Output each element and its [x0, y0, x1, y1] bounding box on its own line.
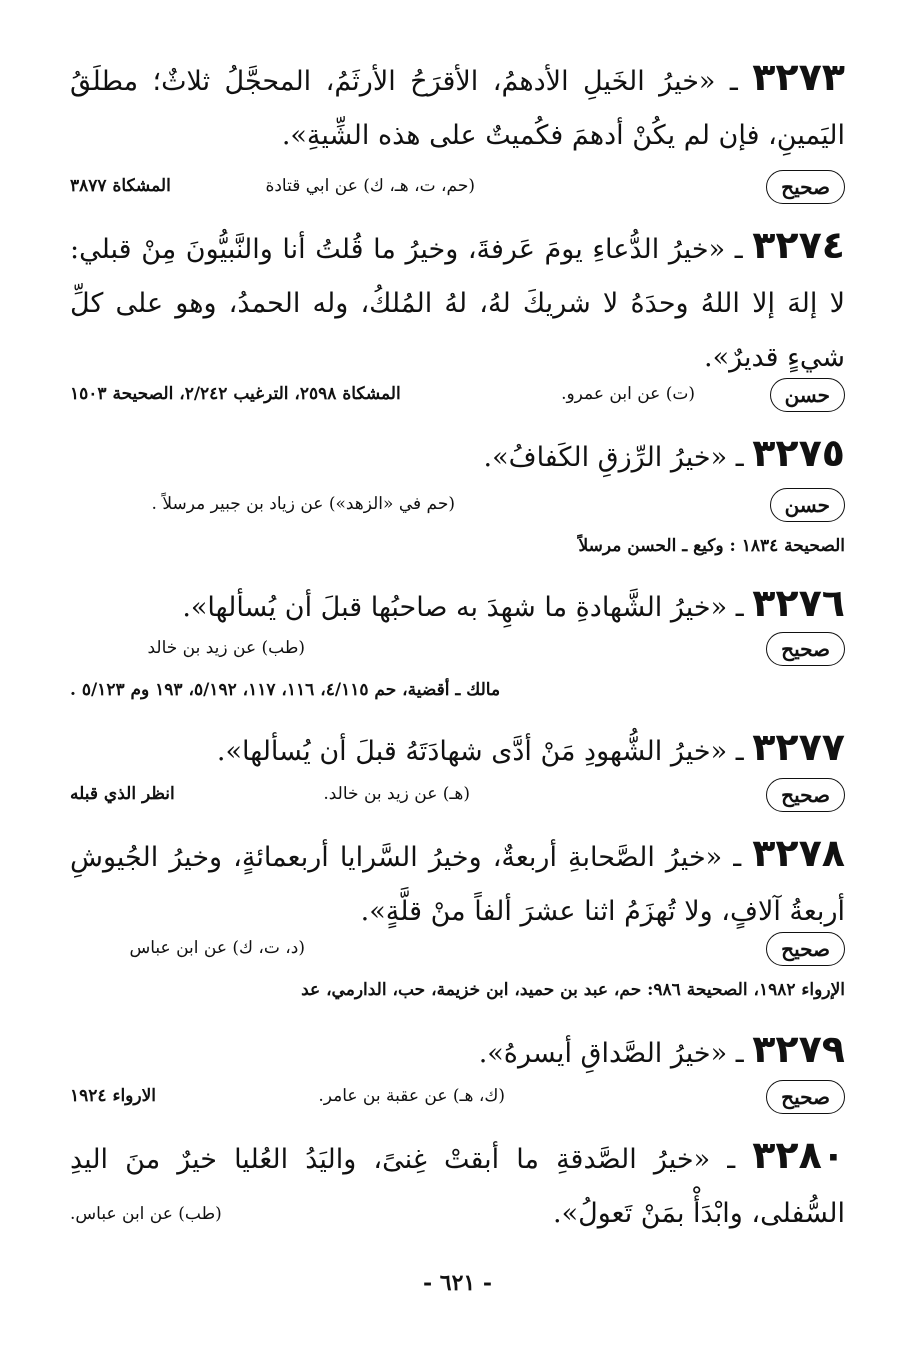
cross-reference: المشكاة ٢٥٩٨، الترغيب ٢/٢٤٢، الصحيحة ١٥٠٣	[70, 384, 401, 404]
hadith-text: «خيرُ الدُّعاءِ يومَ عَرفةَ، وخيرُ ما قُلتُ أنا والنَّبيُّونَ مِنْ قبلي: لا إلهَ إلا اللهُ وحدَهُ لا شريكَ لهُ، لهُ المُلكُ، وله الحمدُ، وهو على كلِّ شيءٍ قديرٌ».	[70, 234, 845, 373]
cross-reference: المشكاة ٣٨٧٧	[70, 176, 171, 196]
additional-references: مالك ـ أقضية، حم ٤/١١٥، ١١٦، ١١٧، ٥/١٩٢، ١٩٣ وم ٥/١٢٣ .	[70, 680, 501, 700]
reference-line	[70, 1198, 845, 1238]
hadith-number: ٣٢٧٩	[752, 1027, 845, 1071]
additional-references: الإرواء ١٩٨٢، الصحيحة ٩٨٦: حم، عبد بن حميد، ابن خزيمة، حب، الدارمي، عد	[301, 980, 845, 1000]
hadith-entry: ٣٢٧٨ ـ «خيرُ الصَّحابةِ أربعةٌ، وخيرُ السَّرايا أربعمائةٍ، وخيرُ الجُيوشِ أربعةُ آلافٍ، ولا تُهزَمُ اثنا عشرَ ألفاً منْ قلَّةٍ».	[70, 831, 845, 927]
hadith-entry: ٣٢٧٥ ـ «خيرُ الرِّزقِ الكَفافُ».	[483, 431, 845, 475]
hadith-number: ٣٢٨٠	[752, 1133, 845, 1177]
reference-line	[70, 1080, 845, 1120]
source-citation: (ت) عن ابن عمرو.	[561, 384, 695, 404]
hadith-entry: ٣٢٧٦ ـ «خيرُ الشَّهادةِ ما شهِدَ به صاحبُها قبلَ أن يُسألها».	[182, 581, 845, 625]
page-number: - ٦٢١ -	[422, 1270, 493, 1296]
source-citation: (د، ت، ك) عن ابن عباس	[129, 938, 305, 958]
grade-badge: صحيح	[766, 778, 845, 812]
hadith-entry: ٣٢٧٧ ـ «خيرُ الشُّهودِ مَنْ أدَّى شهادَتَهُ قبلَ أن يُسألها».	[216, 725, 845, 769]
hadith-number: ٣٢٧٥	[752, 431, 845, 475]
hadith-entry: ٣٢٧٣ ـ «خيرُ الخَيلِ الأدهمُ، الأقرَحُ الأرثَمُ، المحجَّلُ ثلاثٌ؛ مطلَقُ اليَمينِ، فإن لم يكُنْ أدهمَ فكُميتٌ على هذه الشِّيةِ».	[70, 55, 845, 151]
source-citation: (حم في «الزهد») عن زياد بن جبير مرسلاً .	[151, 494, 455, 514]
hadith-text: «خيرُ الرِّزقِ الكَفافُ».	[483, 442, 728, 473]
grade-badge: حسن	[770, 488, 845, 522]
hadith-number: ٣٢٧٦	[752, 581, 845, 625]
grade-badge: حسن	[770, 378, 845, 412]
hadith-entry: ٣٢٧٩ ـ «خيرُ الصَّداقِ أيسرهُ».	[478, 1027, 845, 1071]
grade-badge: صحيح	[766, 170, 845, 204]
source-citation: (هـ) عن زيد بن خالد.	[323, 784, 470, 804]
hadith-entry: ٣٢٨٠ ـ «خيرُ الصَّدقةِ ما أبقتْ غِنىً، واليَدُ العُليا خيرٌ منَ اليدِ السُّفلى، وابْدَأْ بمَنْ تَعولُ».	[70, 1133, 845, 1229]
reference-line	[70, 632, 845, 672]
source-citation: (ك، هـ) عن عقبة بن عامر.	[318, 1086, 505, 1106]
grade-badge: صحيح	[766, 632, 845, 666]
hadith-number: ٣٢٧٧	[752, 725, 845, 769]
cross-reference: انظر الذي قبله	[70, 784, 175, 804]
cross-reference: الارواء ١٩٢٤	[70, 1086, 157, 1106]
hadith-text: «خيرُ الصَّداقِ أيسرهُ».	[478, 1038, 728, 1069]
source-citation: (حم، ت، هـ، ك) عن ابي قتادة	[265, 176, 475, 196]
source-citation: (طب) عن ابن عباس.	[70, 1204, 222, 1224]
hadith-number: ٣٢٧٣	[752, 55, 845, 99]
reference-line	[70, 378, 845, 418]
additional-references: الصحيحة ١٨٣٤ : وكيع ـ الحسن مرسلاً	[578, 536, 845, 556]
source-citation: (طب) عن زيد بن خالد	[147, 638, 305, 658]
hadith-text: «خيرُ الخَيلِ الأدهمُ، الأقرَحُ الأرثَمُ، المحجَّلُ ثلاثٌ؛ مطلَقُ اليَمينِ، فإن لم يكُنْ أدهمَ فكُميتٌ على هذه الشِّيةِ».	[70, 66, 845, 151]
hadith-text: «خيرُ الشُّهودِ مَنْ أدَّى شهادَتَهُ قبلَ أن يُسألها».	[216, 736, 728, 767]
reference-line	[70, 170, 845, 210]
reference-line	[70, 932, 845, 972]
hadith-text: «خيرُ الشَّهادةِ ما شهِدَ به صاحبُها قبلَ أن يُسألها».	[182, 592, 728, 623]
reference-line	[70, 488, 845, 528]
hadith-number: ٣٢٧٨	[752, 831, 845, 875]
reference-line	[70, 778, 845, 818]
hadith-number: ٣٢٧٤	[752, 223, 845, 267]
hadith-text: «خيرُ الصَّدقةِ ما أبقتْ غِنىً، واليَدُ العُليا خيرٌ منَ اليدِ السُّفلى، وابْدَأْ بمَنْ تَعولُ».	[70, 1144, 845, 1229]
hadith-text: «خيرُ الصَّحابةِ أربعةٌ، وخيرُ السَّرايا أربعمائةٍ، وخيرُ الجُيوشِ أربعةُ آلافٍ، ولا تُهزَمُ اثنا عشرَ ألفاً منْ قلَّةٍ».	[70, 842, 845, 927]
grade-badge: صحيح	[766, 932, 845, 966]
hadith-entry: ٣٢٧٤ ـ «خيرُ الدُّعاءِ يومَ عَرفةَ، وخيرُ ما قُلتُ أنا والنَّبيُّونَ مِنْ قبلي: لا إلهَ إلا اللهُ وحدَهُ لا شريكَ لهُ، لهُ المُلكُ، وله الحمدُ، وهو على كلِّ شيءٍ قديرٌ».	[70, 223, 845, 373]
grade-badge: صحيح	[766, 1080, 845, 1114]
